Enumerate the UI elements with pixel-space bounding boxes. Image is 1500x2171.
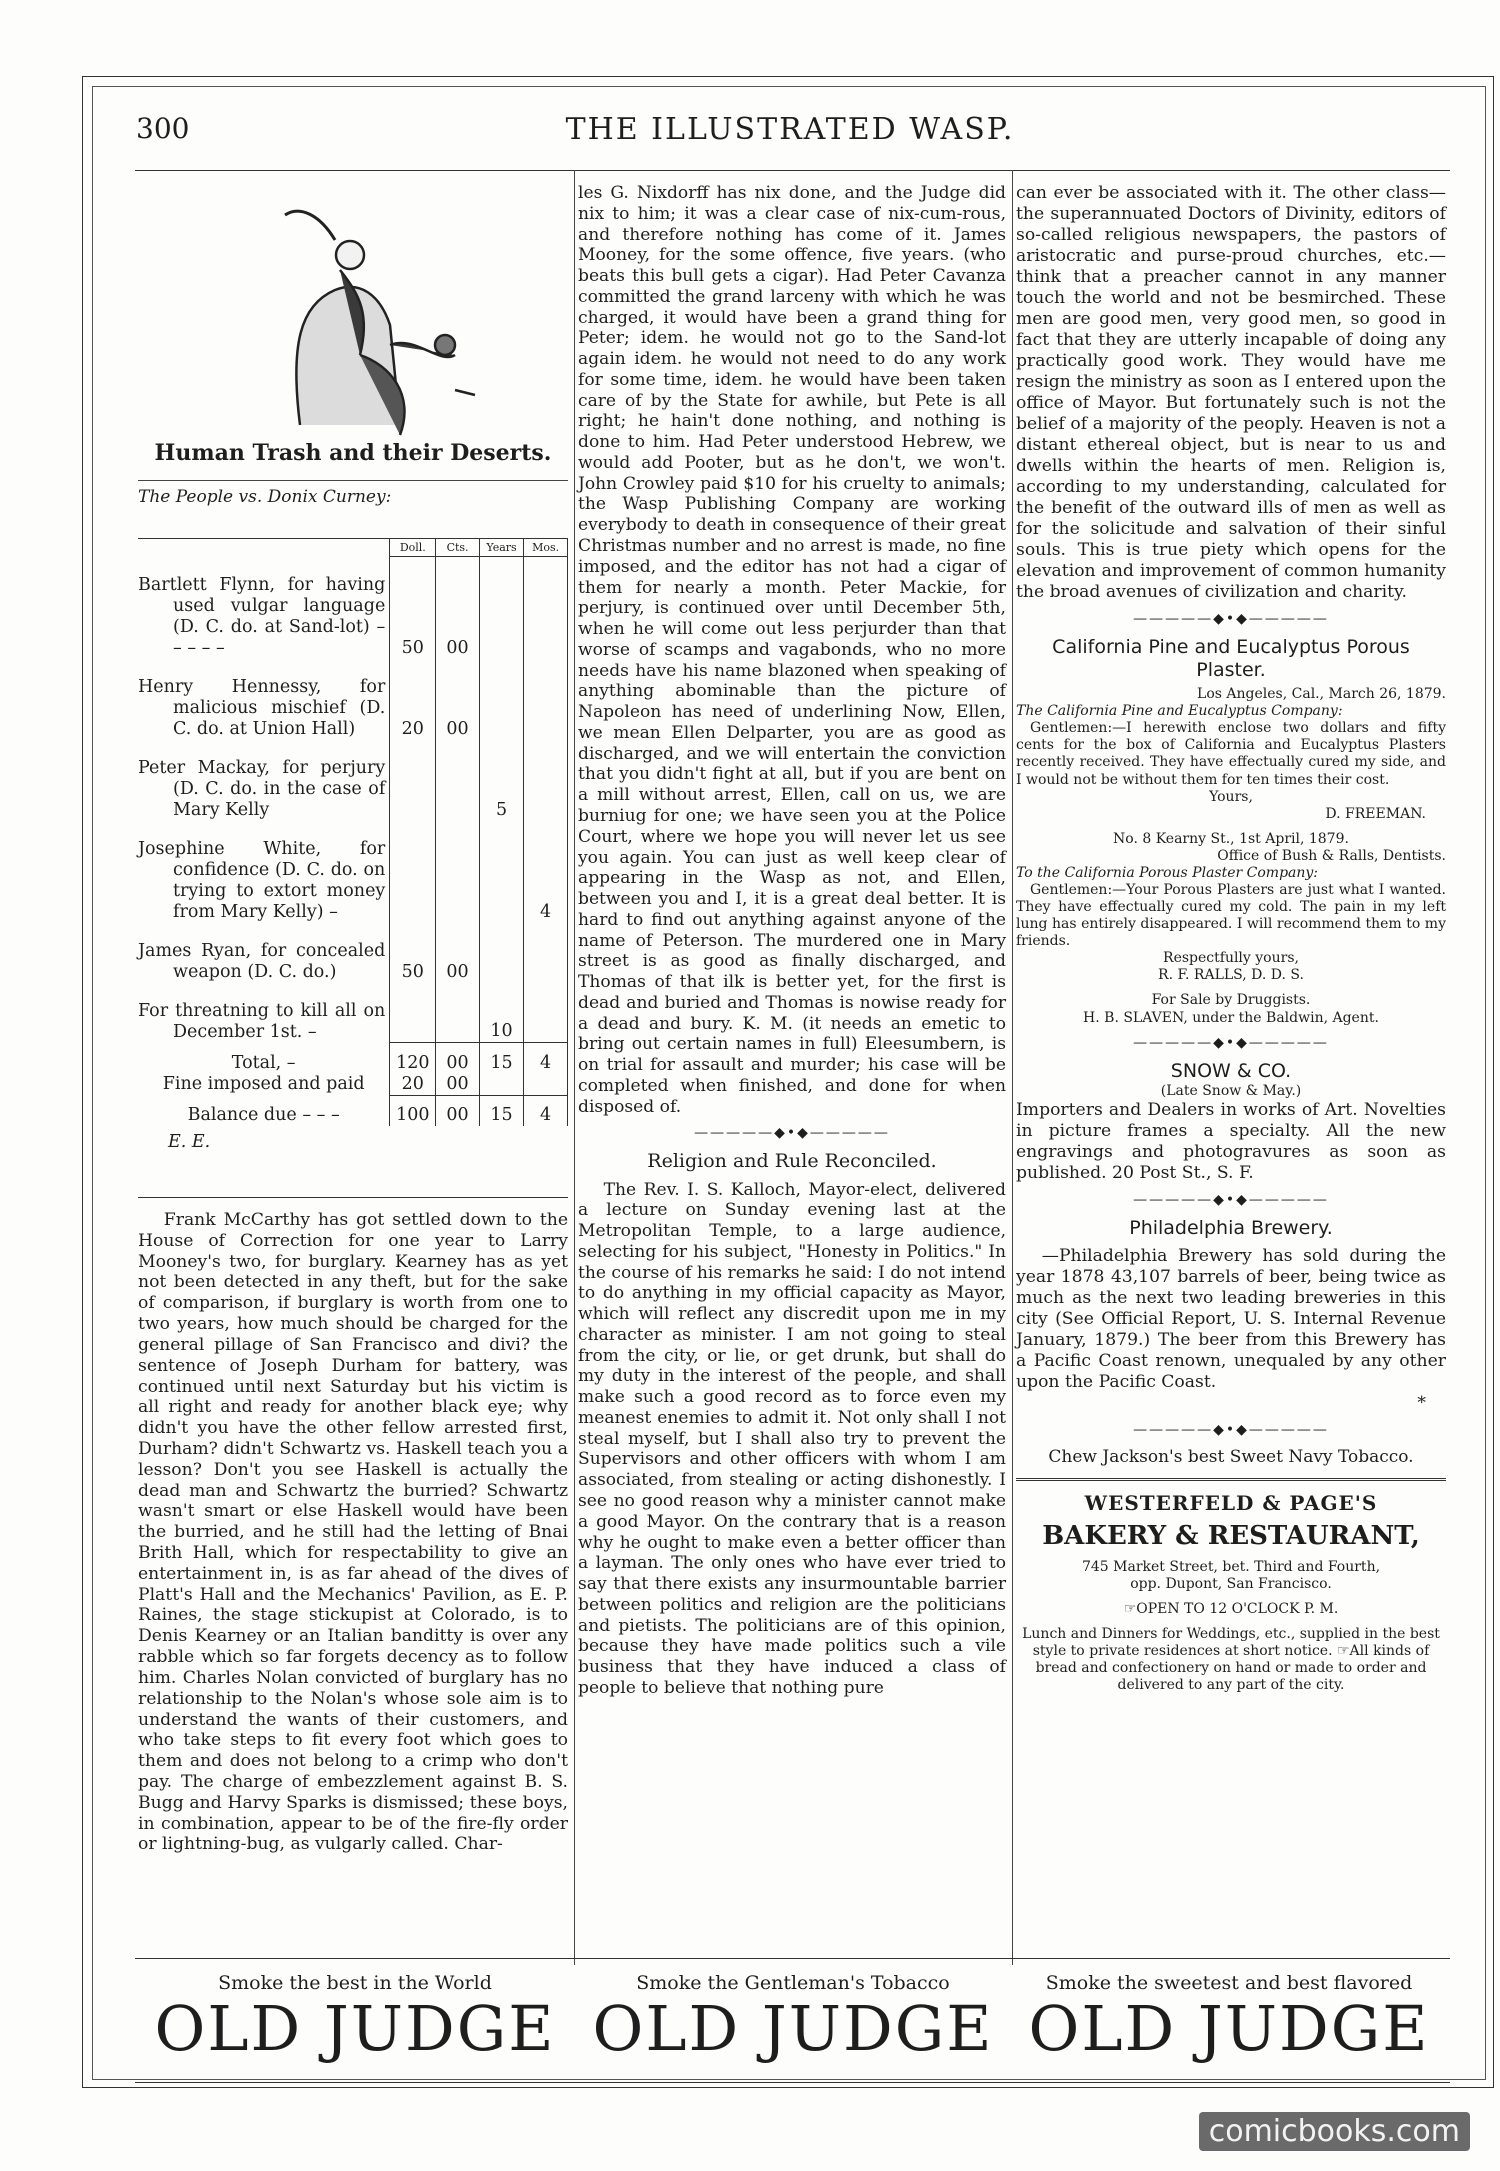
page-header bbox=[100, 112, 1480, 152]
bakery-address-1: 745 Market Street, bet. Third and Fourth, bbox=[1081, 1558, 1381, 1575]
footer-ad-3 bbox=[1019, 1972, 1439, 2065]
cartoon-title: Human Trash and their Deserts. bbox=[154, 440, 552, 466]
section-ornament: —————◆•◆————— bbox=[1133, 610, 1329, 627]
ledger-cts bbox=[436, 983, 480, 1043]
bakery-address-2: opp. Dupont, San Francisco. bbox=[1130, 1575, 1332, 1592]
column-rule-1 bbox=[574, 170, 575, 1965]
ledger-summary-label: Balance due – – – bbox=[138, 1095, 390, 1126]
ledger-doll: 20 bbox=[390, 1074, 436, 1096]
bakery-body: Lunch and Dinners for Weddings, etc., supplied in the best style to private residences at short notice. ☞All kinds of bread and confectionery on hand or made to order and delivered to any part of the city. bbox=[1022, 1626, 1440, 1694]
snow-ad-body: Importers and Dealers in works of Art. Novelties in picture frames a specialty. All the new engravings and photogravures as soon as published. 20 Post St., S. F. bbox=[1016, 1099, 1446, 1183]
ledger-row bbox=[138, 659, 568, 740]
plaster-agent: H. B. SLAVEN, under the Baldwin, Agent. bbox=[1083, 1009, 1379, 1026]
ledger-years: 15 bbox=[479, 1043, 523, 1074]
ledger-row bbox=[138, 923, 568, 983]
ledger-description: For threatning to kill all on December 1st. – bbox=[138, 983, 390, 1043]
ledger-years bbox=[479, 821, 523, 923]
ledger-row bbox=[138, 983, 568, 1043]
ledger-signature: E. E. bbox=[168, 1132, 211, 1152]
ledger-cts: 00 bbox=[436, 557, 480, 659]
tobacco-ad: Chew Jackson's best Sweet Navy Tobacco. bbox=[1048, 1447, 1414, 1468]
ledger-mos: 4 bbox=[524, 1043, 568, 1074]
ledger-header-row bbox=[138, 539, 568, 557]
plaster-ad-title: California Pine and Eucalyptus Porous Plaster. bbox=[1052, 635, 1410, 681]
ledger-mos: 4 bbox=[524, 821, 568, 923]
ledger-description: Bartlett Flynn, for having used vulgar language (D. C. do. at Sand-lot) – – – – – bbox=[138, 557, 390, 659]
footer-ad-brand: OLD JUDGE bbox=[154, 1992, 556, 2065]
ledger-doll bbox=[390, 740, 436, 821]
section-ornament: —————◆•◆————— bbox=[1133, 1421, 1329, 1438]
ledger-years: 15 bbox=[479, 1095, 523, 1126]
brewery-ad-title: Philadelphia Brewery. bbox=[1129, 1216, 1333, 1239]
site-watermark: comicbooks.com bbox=[1199, 2112, 1470, 2151]
ledger-mos bbox=[524, 557, 568, 659]
ledger-years bbox=[479, 557, 523, 659]
sentence-ledger-table bbox=[138, 538, 568, 1152]
ledger-description: Peter Mackay, for perjury (D. C. do. in the case of Mary Kelly bbox=[138, 740, 390, 821]
ledger-description: James Ryan, for concealed weapon (D. C. do.) bbox=[138, 923, 390, 983]
ledger-mos: 4 bbox=[524, 1095, 568, 1126]
section-ornament: —————◆•◆————— bbox=[694, 1125, 890, 1142]
ledger-doll: 50 bbox=[390, 557, 436, 659]
article-paragraph: Frank McCarthy has got settled down to the House of Correction for one year to Larry Mooney's two, for burglary. Kearney has as yet not been detected in any theft, but for the sake of comparison, if burglary is worth from one to two years, how much should be charged for the general pillage of San Francisco and divi? the sentence of Joseph Durham for battery, was continued until next Saturday but his victim is all right and ready for another black eye; why didn't you have the other fellow arrested first, Durham? didn't Schwartz vs. Haskell teach you a lesson? Don't you see Haskell is actually the dead man and Schwartz the burried? Schwartz wasn't smart or else Haskell would have been the burried, and he still had the letting of Bnai Brith Hall, which for respectability to give an entertainment in, is as far ahead of the dives of Platt's Hall and the Mechanics' Pavilion, as E. P. Raines, the stage stickupist at Colorado, is to Denis Kearney or an Italian banditty is over any rabble which so far forgets decency as to follow him. Charles Nolan convicted of burglary has no relationship to the Nolan's whose sole aim is to understand the wants of their customers, and who take steps to fit every foot which goes to them and does not belong to a crimp who don't pay. The charge of embezzlement against B. S. Bugg and Harvy Sparks is dismissed; these boys, in combination, appear to be of the fire-fly order or lightning-bug, as vulgarly called. Char- bbox=[138, 1210, 568, 1855]
footer-ad-tagline: Smoke the best in the World bbox=[218, 1972, 492, 1994]
snow-ad-title: SNOW & CO. bbox=[1170, 1059, 1292, 1082]
ledger-mos bbox=[524, 983, 568, 1043]
plaster-letter: Gentlemen:—Your Porous Plasters are just what I wanted. They have effectually cured my cold. The pain in my left lung has entirely disappeared. I will recommend them to my friends. bbox=[1016, 881, 1446, 950]
ledger-cts: 00 bbox=[436, 1043, 480, 1074]
ledger-description: Henry Hennessy, for malicious mischief (D. C. do. at Union Hall) bbox=[138, 659, 390, 740]
ledger-doll bbox=[390, 983, 436, 1043]
footer-ad-2 bbox=[583, 1972, 1003, 2065]
brewery-ad-star: * bbox=[1417, 1393, 1426, 1413]
section-ornament: —————◆•◆————— bbox=[1133, 1191, 1329, 1208]
ledger-summary-row bbox=[138, 1043, 568, 1074]
ledger-doll: 100 bbox=[390, 1095, 436, 1126]
ledger-years: 5 bbox=[479, 740, 523, 821]
column-3 bbox=[1016, 183, 1446, 1694]
ledger bbox=[138, 538, 568, 1126]
ledger-cts: 00 bbox=[436, 1074, 480, 1096]
ledger-doll: 120 bbox=[390, 1043, 436, 1074]
footer-ad-tagline: Smoke the Gentleman's Tobacco bbox=[636, 1972, 950, 1994]
column-2 bbox=[578, 183, 1006, 1699]
title-divider bbox=[138, 480, 568, 481]
plaster-signature: R. F. RALLS, D. D. S. bbox=[1158, 967, 1304, 984]
ledger-mos bbox=[524, 923, 568, 983]
ledger-row bbox=[138, 740, 568, 821]
ledger-doll bbox=[390, 821, 436, 923]
ledger-years bbox=[479, 923, 523, 983]
article-paragraph: les G. Nixdorff has nix done, and the Judge did nix to him; it was a clear case of nix-cum-rous, and therefore nothing has come of it. James Mooney, for the some offence, five years. (who beats this bull gets a cigar). Had Peter Cavanza committed the grand larceny with which he was charged, it would have been a grand thing for Peter; idem. he would not go to the Sand-lot again idem. he would not need to do any work for some time, idem. he would have been taken care of by the State for awhile, but Pete is all right; he hain't done nothing, and nothing is done to him. Had Peter understood Hebrew, we would add Pooter, but as he don't, we won't. John Crowley paid $10 for his cruelty to animals; the Wasp Publishing Company are working everybody to death in consequence of their great Christmas number and no arrest is made, no fine imposed, and the editor has not had a cigar of them for nearly a month. Peter Mackie, for perjury, is continued over until December 5th, when he will come out less perjurder than that worse of scamps and vagabonds, who no more needs have his name blazoned when speaking of anything abominable than the picture of Napoleon has need of underlining Now, Ellen, we mean Ellen Delparter, you are as good as discharged, and we will entertain the conviction that you didn't fight at all, but if you are bent on a mill without arrest, Ellen, call on us, we are burniug for one; we have seen you at the Police Court, where we hope you will never let us see you again. You can just as well keep clear of appearing in the Wasp as not, and Ellen, between you and I, it is a great deal better. It is hard to find out anything against anyone of the name of Peterson. The murdered one in Mary street is as good as finally discharged, and Thomas of that ilk is better yet, for the first is dead and buried and Thomas is nowise ready for a dead and bury. K. M. (it needs an emetic to bring out certain names in full) Eleesumbern, is on trial for assault and murder; his case will be completed when finished, and done for when disposed of. bbox=[578, 183, 1006, 1117]
brewery-ad-body: —Philadelphia Brewery has sold during the year 1878 43,107 barrels of beer, being twice as much as the next two leading breweries in this city (See Official Report, U. S. Internal Revenue January, 1879.) The beer from this Brewery has a Pacific Coast renown, unequaled by any other upon the Pacific Coast. bbox=[1016, 1246, 1446, 1393]
ledger-header: Years bbox=[479, 539, 523, 557]
footer-ad-brand: OLD JUDGE bbox=[1028, 1992, 1430, 2065]
snow-ad-subtitle: (Late Snow & May.) bbox=[1160, 1082, 1302, 1099]
spanking-cartoon-illustration bbox=[240, 195, 490, 445]
footer-ad-1 bbox=[145, 1972, 565, 2065]
plaster-recipient: The California Pine and Eucalyptus Company: bbox=[1016, 703, 1343, 720]
ledger-mos bbox=[524, 1074, 568, 1096]
ledger-years: 10 bbox=[479, 983, 523, 1043]
plaster-valediction: Respectfully yours, bbox=[1163, 950, 1299, 967]
ledger-summary-label: Total, – bbox=[138, 1043, 390, 1074]
plaster-office: Office of Bush & Ralls, Dentists. bbox=[1217, 847, 1446, 864]
plaster-recipient: To the California Porous Plaster Company: bbox=[1016, 864, 1319, 881]
ledger-cts bbox=[436, 821, 480, 923]
ledger-mos bbox=[524, 659, 568, 740]
ledger-header-blank bbox=[138, 539, 390, 557]
plaster-valediction: Yours, bbox=[1209, 788, 1253, 805]
ledger-cts: 00 bbox=[436, 1095, 480, 1126]
case-title: The People vs. Donix Curney: bbox=[138, 487, 392, 508]
column-1-body bbox=[138, 1209, 568, 1855]
ledger-doll: 50 bbox=[390, 923, 436, 983]
header-rule bbox=[135, 170, 1450, 171]
footer-rule-bottom bbox=[135, 2082, 1450, 2083]
ledger-cts: 00 bbox=[436, 659, 480, 740]
ledger-header: Mos. bbox=[524, 539, 568, 557]
ledger-header: Doll. bbox=[390, 539, 436, 557]
section-ornament: —————◆•◆————— bbox=[1133, 1034, 1329, 1051]
footer-rule-top bbox=[135, 1958, 1450, 1959]
ledger-years bbox=[479, 1074, 523, 1096]
ledger-header: Cts. bbox=[436, 539, 480, 557]
ledger-years bbox=[479, 659, 523, 740]
section-heading: Religion and Rule Reconciled. bbox=[647, 1150, 937, 1173]
masthead: THE ILLUSTRATED WASP. bbox=[565, 112, 1015, 147]
bakery-name-line-2: BAKERY & RESTAURANT, bbox=[1042, 1521, 1420, 1552]
article-paragraph: The Rev. I. S. Kalloch, Mayor-elect, delivered a lecture on Sunday evening last at the Metropolitan Temple, to a large audience, selecting for his subject, "Honesty in Politics." In the course of his remarks he said: I do not intend to do anything in my official capacity as Mayor, which will reflect any discredit upon me in my character as minister. I am not going to steal from the city, or lie, or get drunk, but shall do my duty in the interest of the people, and shall make such a good record as to force even my meanest enemies to admit it. Not only shall I not steal myself, but I shall also try to prevent the Supervisors and other officers with whom I am associated, from stealing or acting dishonestly. I see no good reason why a minister cannot make a good Mayor. On the contrary that is a reason why he ought to make even a better officer than a layman. The only ones who have ever tried to say that there exists any insurmountable barrier between politics and religion are the politicians and pietists. The politicians are of this opinion, because they have made politics such a vile business that they have induced a class of people to believe that nothing pure bbox=[578, 1179, 1006, 1698]
column-1-top bbox=[138, 440, 568, 508]
ledger-summary-row bbox=[138, 1074, 568, 1096]
ledger-divider bbox=[138, 1197, 568, 1198]
ledger-doll: 20 bbox=[390, 659, 436, 740]
ledger-mos bbox=[524, 740, 568, 821]
footer-ad-tagline: Smoke the sweetest and best flavored bbox=[1045, 1972, 1413, 1994]
ledger-summary-label: Fine imposed and paid bbox=[138, 1074, 390, 1096]
ledger-description: Josephine White, for confidence (D. C. do. on trying to extort money from Mary Kelly) – bbox=[138, 821, 390, 923]
column-rule-2 bbox=[1012, 170, 1013, 1965]
ledger-row bbox=[138, 821, 568, 923]
footer-ad-brand: OLD JUDGE bbox=[592, 1992, 994, 2065]
bakery-hours: ☞OPEN TO 12 O'CLOCK P. M. bbox=[1123, 1601, 1339, 1618]
plaster-letter: Gentlemen:—I herewith enclose two dollars and fifty cents for the box of California and Eucalyptus Plasters recently received. They have effectually cured my side, and I would not be without them for ten times their cost. bbox=[1016, 720, 1446, 788]
plaster-date: Los Angeles, Cal., March 26, 1879. bbox=[1197, 686, 1446, 703]
ledger-summary-row bbox=[138, 1095, 568, 1126]
bakery-name-line-1: WESTERFELD & PAGE'S bbox=[1084, 1490, 1378, 1515]
page-number: 300 bbox=[136, 112, 190, 145]
ledger-cts bbox=[436, 740, 480, 821]
ledger-cts: 00 bbox=[436, 923, 480, 983]
ad-divider bbox=[1016, 1478, 1446, 1481]
plaster-sale: For Sale by Druggists. bbox=[1151, 992, 1311, 1009]
article-paragraph: can ever be associated with it. The other class—the superannuated Doctors of Divinity, editors of so-called religious newspapers, the pastors of aristocratic and purse-proud churches, etc.—think that a preacher cannot in any manner touch the world and not be besmirched. These men are good men, very good men, so good in fact that they are utterly incapable of doing any practically good work. They would have me resign the ministry as soon as I entered upon the office of Mayor. But fortunately such is not the belief of a majority of the peoply. Heaven is not a distant ethereal object, but is near to us and dwells within the hearts of men. Religion is, according to my understanding, calculated for the benefit of the outward ills of men as well as for the solicitude and salvation of their sinful souls. This is true piety which opens for the elevation and improvement of common humanity the broad avenues of civilization and charity. bbox=[1016, 183, 1446, 602]
plaster-signature: D. FREEMAN. bbox=[1325, 805, 1426, 822]
ledger-row bbox=[138, 557, 568, 659]
plaster-date: No. 8 Kearny St., 1st April, 1879. bbox=[1113, 830, 1349, 847]
